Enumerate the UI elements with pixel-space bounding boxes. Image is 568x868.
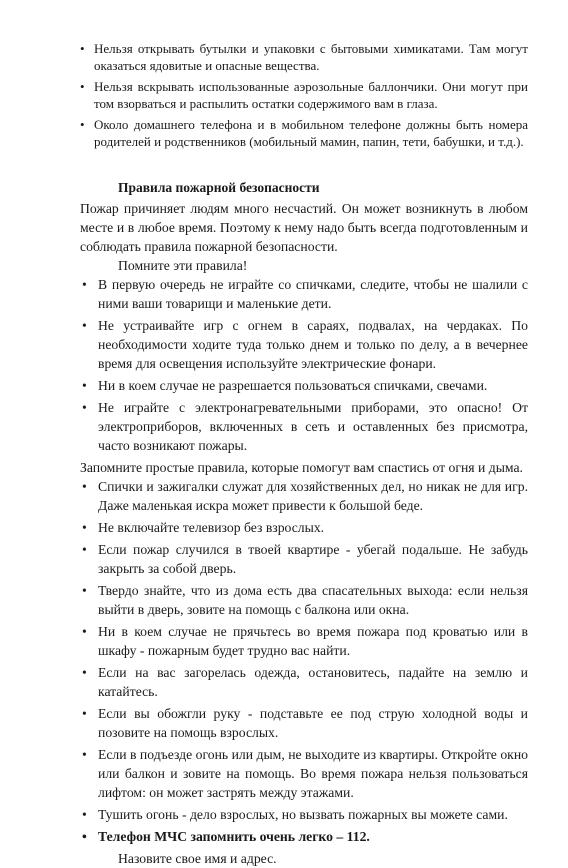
- simple-rule-item: • Если пожар случился в твоей квартире - убегай подальше. Не забудь закрыть за собой дверь.: [80, 540, 528, 578]
- fire-safety-section: [80, 178, 528, 868]
- rule-item: • Не играйте с электронагревательными приборами, это опасно! От электроприборов, включенных в сеть и оставленных без присмотра, часто возникают пожары.: [80, 398, 528, 455]
- section-intro: Пожар причиняет людям много несчастий. Он может возникнуть в любом месте и в любое время. Поэтому к нему надо быть всегда подготовленным и соблюдать правила пожарной безопасности.: [80, 201, 528, 254]
- simple-rule-item: • Не включайте телевизор без взрослых.: [80, 518, 528, 537]
- simple-rule-item: • Спички и зажигалки служат для хозяйственных дел, но никак не для игр. Даже маленькая искра может привести к большой беде.: [80, 477, 528, 515]
- simple-rule-item: • Если вы обожгли руку - подставьте ее под струю холодной воды и позовите на помощь взрослых.: [80, 704, 528, 742]
- intro-item: • Около домашнего телефона и в мобильном телефоне должны быть номера родителей и родственников (мобильный мамин, папин, тети, бабушки, и т.д.).: [78, 116, 528, 150]
- section-title: Правила пожарной безопасности: [118, 180, 320, 195]
- intro-list: [78, 40, 528, 154]
- rule-item: • Не устраивайте игр с огнем в сараях, подвалах, на чердаках. По необходимости ходите туда только днем и только по делу, а в вечернее время для освещения используйте электрические фонари.: [80, 316, 528, 373]
- simple-rule-item: • Твердо знайте, что из дома есть два спасательных выхода: если нельзя выйти в дверь, зовите на помощь с балкона или окна.: [80, 581, 528, 619]
- simple-rule-item: • Тушить огонь - дело взрослых, но вызвать пожарных вы можете сами.: [80, 805, 528, 824]
- emergency-phone-item: • Телефон МЧС запомнить очень легко – 112.: [80, 827, 528, 846]
- simple-rule-item: • Если в подъезде огонь или дым, не выходите из квартиры. Откройте окно или балкон и зовите на помощь. Во время пожара нельзя пользоваться лифтом: он может застрять между этажами.: [80, 745, 528, 802]
- simple-rule-item: • Если на вас загорелась одежда, остановитесь, падайте на землю и катайтесь.: [80, 663, 528, 701]
- simple-rule-item: • Ни в коем случае не прячьтесь во время пожара под кроватью или в шкафу - пожарным будет трудно вас найти.: [80, 622, 528, 660]
- remember-line: Помните эти правила!: [118, 258, 248, 273]
- intro-item: • Нельзя вскрывать использованные аэрозольные баллончики. Они могут при том взорваться и распылить остатки содержимого вам в глаза.: [78, 78, 528, 112]
- closing-line: Назовите свое имя и адрес.: [118, 851, 277, 866]
- simple-rules-intro: Запомните простые правила, которые помогут вам спастись от огня и дыма.: [80, 460, 523, 475]
- rules-list: [80, 275, 528, 455]
- simple-rules-list: [80, 477, 528, 846]
- rule-item: • В первую очередь не играйте со спичками, следите, чтобы не шалили с ними ваши товарищи и маленькие дети.: [80, 275, 528, 313]
- intro-item: • Нельзя открывать бутылки и упаковки с бытовыми химикатами. Там могут оказаться ядовитые и опасные вещества.: [78, 40, 528, 74]
- rule-item: • Ни в коем случае не разрешается пользоваться спичками, свечами.: [80, 376, 528, 395]
